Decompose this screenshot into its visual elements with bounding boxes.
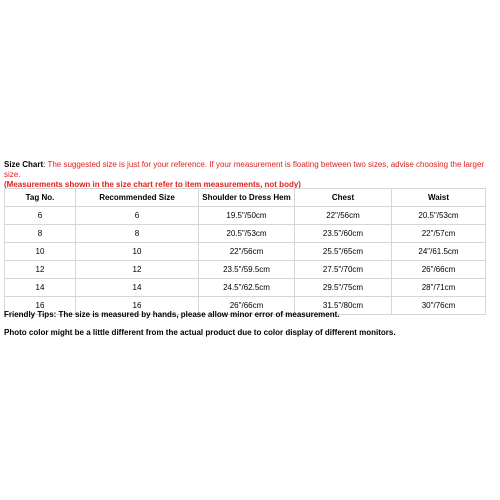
- cell-chest: 25.5"/65cm: [295, 243, 392, 261]
- table-header-row: [5, 189, 486, 207]
- cell-recommended-size: 6: [76, 207, 199, 225]
- cell-waist: 20.5"/53cm: [392, 207, 486, 225]
- cell-shoulder-to-hem: 19.5"/50cm: [199, 207, 295, 225]
- measurement-note: (Measurements shown in the size chart refer to item measurements, not body): [4, 180, 301, 189]
- cell-recommended-size: 12: [76, 261, 199, 279]
- cell-shoulder-to-hem: 22"/56cm: [199, 243, 295, 261]
- cell-tag-no: 16: [5, 297, 76, 315]
- size-chart-intro: [4, 160, 496, 190]
- cell-shoulder-to-hem: 23.5"/59.5cm: [199, 261, 295, 279]
- cell-tag-no: 14: [5, 279, 76, 297]
- cell-waist: 22"/57cm: [392, 225, 486, 243]
- friendly-tips: Friendly Tips: The size is measured by hands, please allow minor error of measurement.: [4, 310, 340, 319]
- color-disclaimer: Photo color might be a little different from the actual product due to color display of different monitors.: [4, 328, 396, 337]
- cell-shoulder-to-hem: 26"/66cm: [199, 297, 295, 315]
- header-waist: Waist: [392, 189, 486, 207]
- cell-recommended-size: 8: [76, 225, 199, 243]
- cell-tag-no: 10: [5, 243, 76, 261]
- table-row: [5, 243, 486, 261]
- cell-recommended-size: 14: [76, 279, 199, 297]
- header-recommended-size: Recommended Size: [76, 189, 199, 207]
- cell-tag-no: 8: [5, 225, 76, 243]
- cell-chest: 27.5"/70cm: [295, 261, 392, 279]
- size-chart-label: Size Chart: [4, 160, 44, 169]
- cell-recommended-size: 10: [76, 243, 199, 261]
- cell-waist: 30"/76cm: [392, 297, 486, 315]
- cell-recommended-size: 16: [76, 297, 199, 315]
- size-chart-colon: :: [43, 160, 48, 169]
- cell-chest: 23.5"/60cm: [295, 225, 392, 243]
- cell-shoulder-to-hem: 20.5"/53cm: [199, 225, 295, 243]
- header-shoulder-to-hem: Shoulder to Dress Hem: [199, 189, 295, 207]
- cell-tag-no: 12: [5, 261, 76, 279]
- table-row: [5, 207, 486, 225]
- cell-chest: 31.5"/80cm: [295, 297, 392, 315]
- size-chart-advice: The suggested size is just for your reference. If your measurement is floating between two sizes, advise choosing the larger size.: [4, 160, 485, 179]
- cell-waist: 24"/61.5cm: [392, 243, 486, 261]
- size-table: [4, 188, 486, 315]
- cell-waist: 26"/66cm: [392, 261, 486, 279]
- cell-chest: 29.5"/75cm: [295, 279, 392, 297]
- table-row: [5, 225, 486, 243]
- cell-chest: 22"/56cm: [295, 207, 392, 225]
- header-tag-no: Tag No.: [5, 189, 76, 207]
- table-row: [5, 279, 486, 297]
- cell-waist: 28"/71cm: [392, 279, 486, 297]
- cell-tag-no: 6: [5, 207, 76, 225]
- header-chest: Chest: [295, 189, 392, 207]
- cell-shoulder-to-hem: 24.5"/62.5cm: [199, 279, 295, 297]
- table-row: [5, 261, 486, 279]
